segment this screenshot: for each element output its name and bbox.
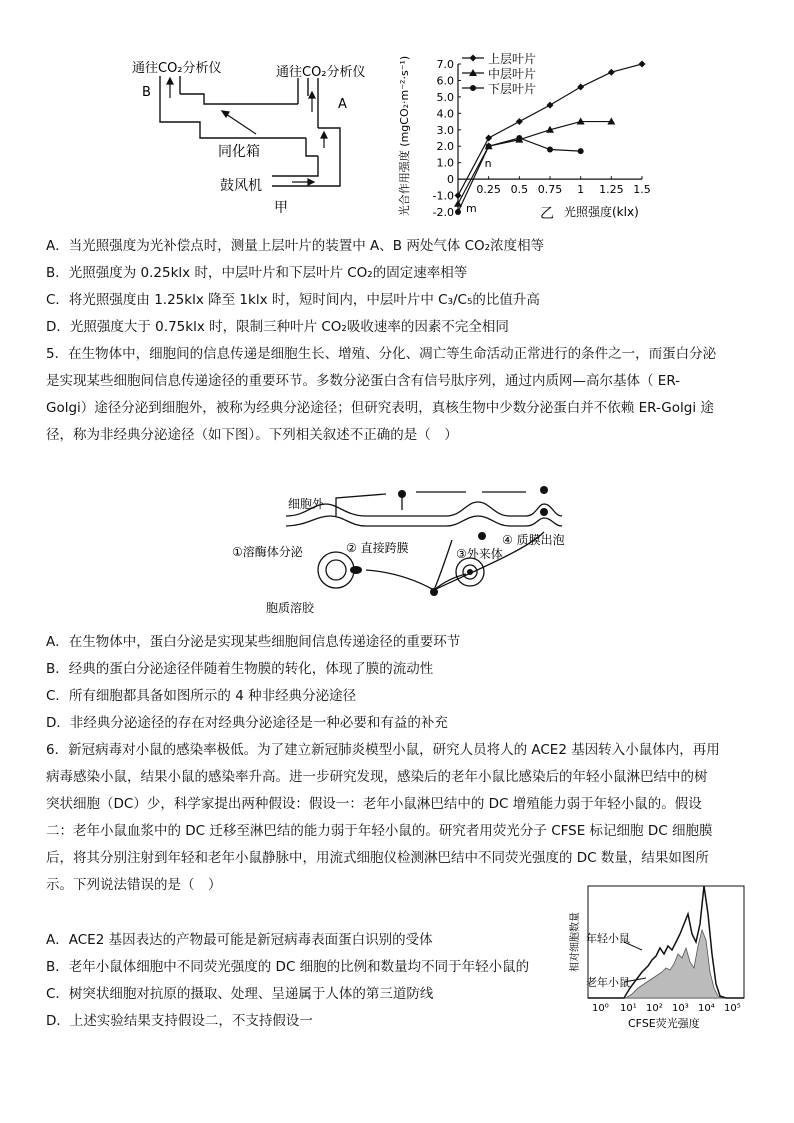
path1-label: ①溶酶体分泌: [232, 545, 303, 559]
data-point: [577, 84, 584, 91]
cytosol-label: 胞质溶胶: [266, 601, 315, 615]
q4-option-d: D．光照强度大于 0.75klx 时，限制三种叶片 CO₂吸收速率的因素不完全相同: [46, 319, 509, 335]
fig-jia-label: 甲: [274, 200, 288, 216]
y-tick-label: 4.0: [436, 107, 454, 121]
data-point: [455, 209, 461, 215]
q5-stem-line-2: 是实现某些细胞间信息传递途径的重要环节。多数分泌蛋白含有信号肽序列，通过内质网—高尔基体（ ER-: [46, 373, 681, 389]
y-tick-label: 1.0: [436, 156, 454, 170]
cfse-histogram: [566, 884, 750, 1034]
legend-label: 上层叶片: [488, 52, 537, 66]
data-point: [470, 55, 477, 62]
left-pipe-label: 通往CO₂分析仪: [132, 61, 222, 76]
point-label-m: m: [466, 202, 477, 215]
y-tick-label: 2.0: [436, 140, 454, 154]
q6-option-c: C．树突状细胞对抗原的摄取、处理、呈递属于人体的第三道防线: [46, 986, 434, 1002]
data-point: [485, 135, 492, 142]
old-mice-label: 老年小鼠: [586, 976, 630, 989]
outside-label: 细胞外: [288, 497, 325, 511]
q5-option-a: A．在生物体中，蛋白分泌是实现某些细胞间信息传递途径的重要环节: [46, 634, 461, 650]
y-tick-label: -1.0: [432, 189, 454, 203]
x-tick-label: 0.25: [476, 183, 501, 197]
hist-xtick: 10⁰: [592, 1003, 609, 1014]
y-tick-label: 0: [447, 173, 454, 187]
data-point: [639, 61, 646, 68]
x-tick-label: 0.5: [510, 183, 529, 197]
x-tick-label: 0.75: [537, 183, 563, 197]
q6-option-a: A．ACE2 基因表达的产物最可能是新冠病毒表面蛋白识别的受体: [46, 932, 433, 948]
q4-option-b: B．光照强度为 0.25klx 时，中层叶片和下层叶片 CO₂的固定速率相等: [46, 265, 468, 281]
q6-stem-line-4: 二：老年小鼠血浆中的 DC 迁移至淋巴结的能力弱于年轻小鼠的。研究者用荧光分子 CFSE 标记细胞 DC 细胞膜: [46, 823, 713, 839]
q5-option-c: C．所有细胞都具备如图所示的 4 种非经典分泌途径: [46, 688, 357, 704]
hist-xtick: 10²: [646, 1003, 663, 1014]
data-point: [578, 148, 584, 154]
label-B: B: [142, 85, 151, 100]
legend-label: 中层叶片: [488, 67, 537, 81]
data-point: [608, 69, 615, 76]
q5-stem-line-4: 径，称为非经典分泌途径（如下图）。下列相关叙述不正确的是（ ）: [46, 427, 458, 443]
hist-ylabel: 相对细胞数量: [570, 912, 581, 972]
y-axis-label: 光合作用强度 (mgCO₂·m⁻²·s⁻¹): [398, 55, 411, 217]
q6-option-b: B．老年小鼠体细胞中不同荧光强度的 DC 细胞的比例和数量均不同于年轻小鼠的: [46, 959, 530, 975]
y-tick-label: 3.0: [436, 123, 454, 137]
data-point: [516, 135, 522, 141]
fan-label: 鼓风机: [220, 178, 262, 194]
q6-stem-line-6: 示。下列说法错误的是（ ）: [46, 877, 222, 893]
data-point: [470, 85, 476, 91]
series-line: [458, 138, 581, 212]
path3-label: ③外来体: [456, 547, 503, 561]
x-axis-label: 光照强度(klx): [564, 205, 639, 219]
y-tick-label: 7.0: [436, 58, 454, 71]
x-tick-label: 1: [577, 183, 585, 197]
y-tick-label: 6.0: [436, 74, 454, 88]
data-point: [486, 143, 492, 149]
box-label: 同化箱: [218, 144, 260, 160]
legend-label: 下层叶片: [488, 82, 537, 96]
hist-xtick: 10³: [672, 1003, 689, 1014]
hist-xlabel: CFSE荧光强度: [628, 1017, 700, 1030]
data-point: [547, 102, 554, 109]
q6-stem-line-2: 病毒感染小鼠，结果小鼠的感染率升高。进一步研究发现，感染后的老年小鼠比感染后的年轻小鼠淋巴结中的树: [46, 769, 708, 785]
label-A: A: [338, 97, 347, 112]
path2-label: ② 直接跨膜: [346, 541, 409, 555]
hist-xtick: 10⁵: [724, 1003, 741, 1014]
q4-option-a: A．当光照强度为光补偿点时，测量上层叶片的装置中 A、B 两处气体 CO₂浓度相等: [46, 238, 545, 254]
right-pipe-label: 通往CO₂分析仪: [276, 65, 366, 80]
young-mice-label: 年轻小鼠: [586, 932, 630, 945]
data-point: [516, 118, 523, 125]
q5-stem-line-1: 5．在生物体中，细胞间的信息传递是细胞生长、增殖、分化、凋亡等生命活动正常进行的条件之一，而蛋白分泌: [46, 346, 717, 362]
q4-option-c: C．将光照强度由 1.25klx 降至 1klx 时，短时间内，中层叶片中 C₃/C₅的比值升高: [46, 292, 540, 308]
q5-stem-line-3: Golgi）途径分泌到细胞外，被称为经典分泌途径；但研究表明，真核生物中少数分泌蛋白并不依赖 ER-Golgi 途: [46, 400, 714, 416]
secretion-pathway-diagram: [226, 480, 586, 620]
y-tick-label: -2.0: [432, 206, 454, 219]
hist-xtick: 10⁴: [698, 1003, 715, 1014]
q5-option-b: B．经典的蛋白分泌途径伴随着生物膜的转化，体现了膜的流动性: [46, 661, 434, 677]
point-label-n: n: [484, 157, 492, 171]
q6-stem-line-3: 突状细胞（DC）少，科学家提出两种假设：假设一：老年小鼠淋巴结中的 DC 增殖能力弱于年轻小鼠的。假设: [46, 796, 702, 812]
q6-stem-line-5: 后，将其分别注射到年轻和老年小鼠静脉中，用流式细胞仪检测淋巴结中不同荧光强度的 DC 数量，结果如图所: [46, 850, 709, 866]
x-tick-label: 1.5: [633, 183, 651, 197]
photosynthesis-chart: [392, 50, 682, 222]
fig-yi-label: 乙: [540, 206, 554, 222]
q6-stem-line-1: 6．新冠病毒对小鼠的感染率极低。为了建立新冠肺炎模型小鼠，研究人员将人的 ACE2 基因转入小鼠体内，再用: [46, 742, 720, 758]
apparatus-diagram: [128, 56, 390, 218]
data-point: [547, 147, 553, 153]
x-tick-label: 1.25: [599, 183, 624, 197]
path4-label: ④ 质膜出泡: [502, 533, 565, 547]
hist-xtick: 10¹: [620, 1003, 637, 1014]
y-tick-label: 5.0: [436, 90, 454, 104]
q6-option-d: D．上述实验结果支持假设二，不支持假设一: [46, 1013, 313, 1029]
q5-option-d: D．非经典分泌途径的存在对经典分泌途径是一种必要和有益的补充: [46, 715, 448, 731]
